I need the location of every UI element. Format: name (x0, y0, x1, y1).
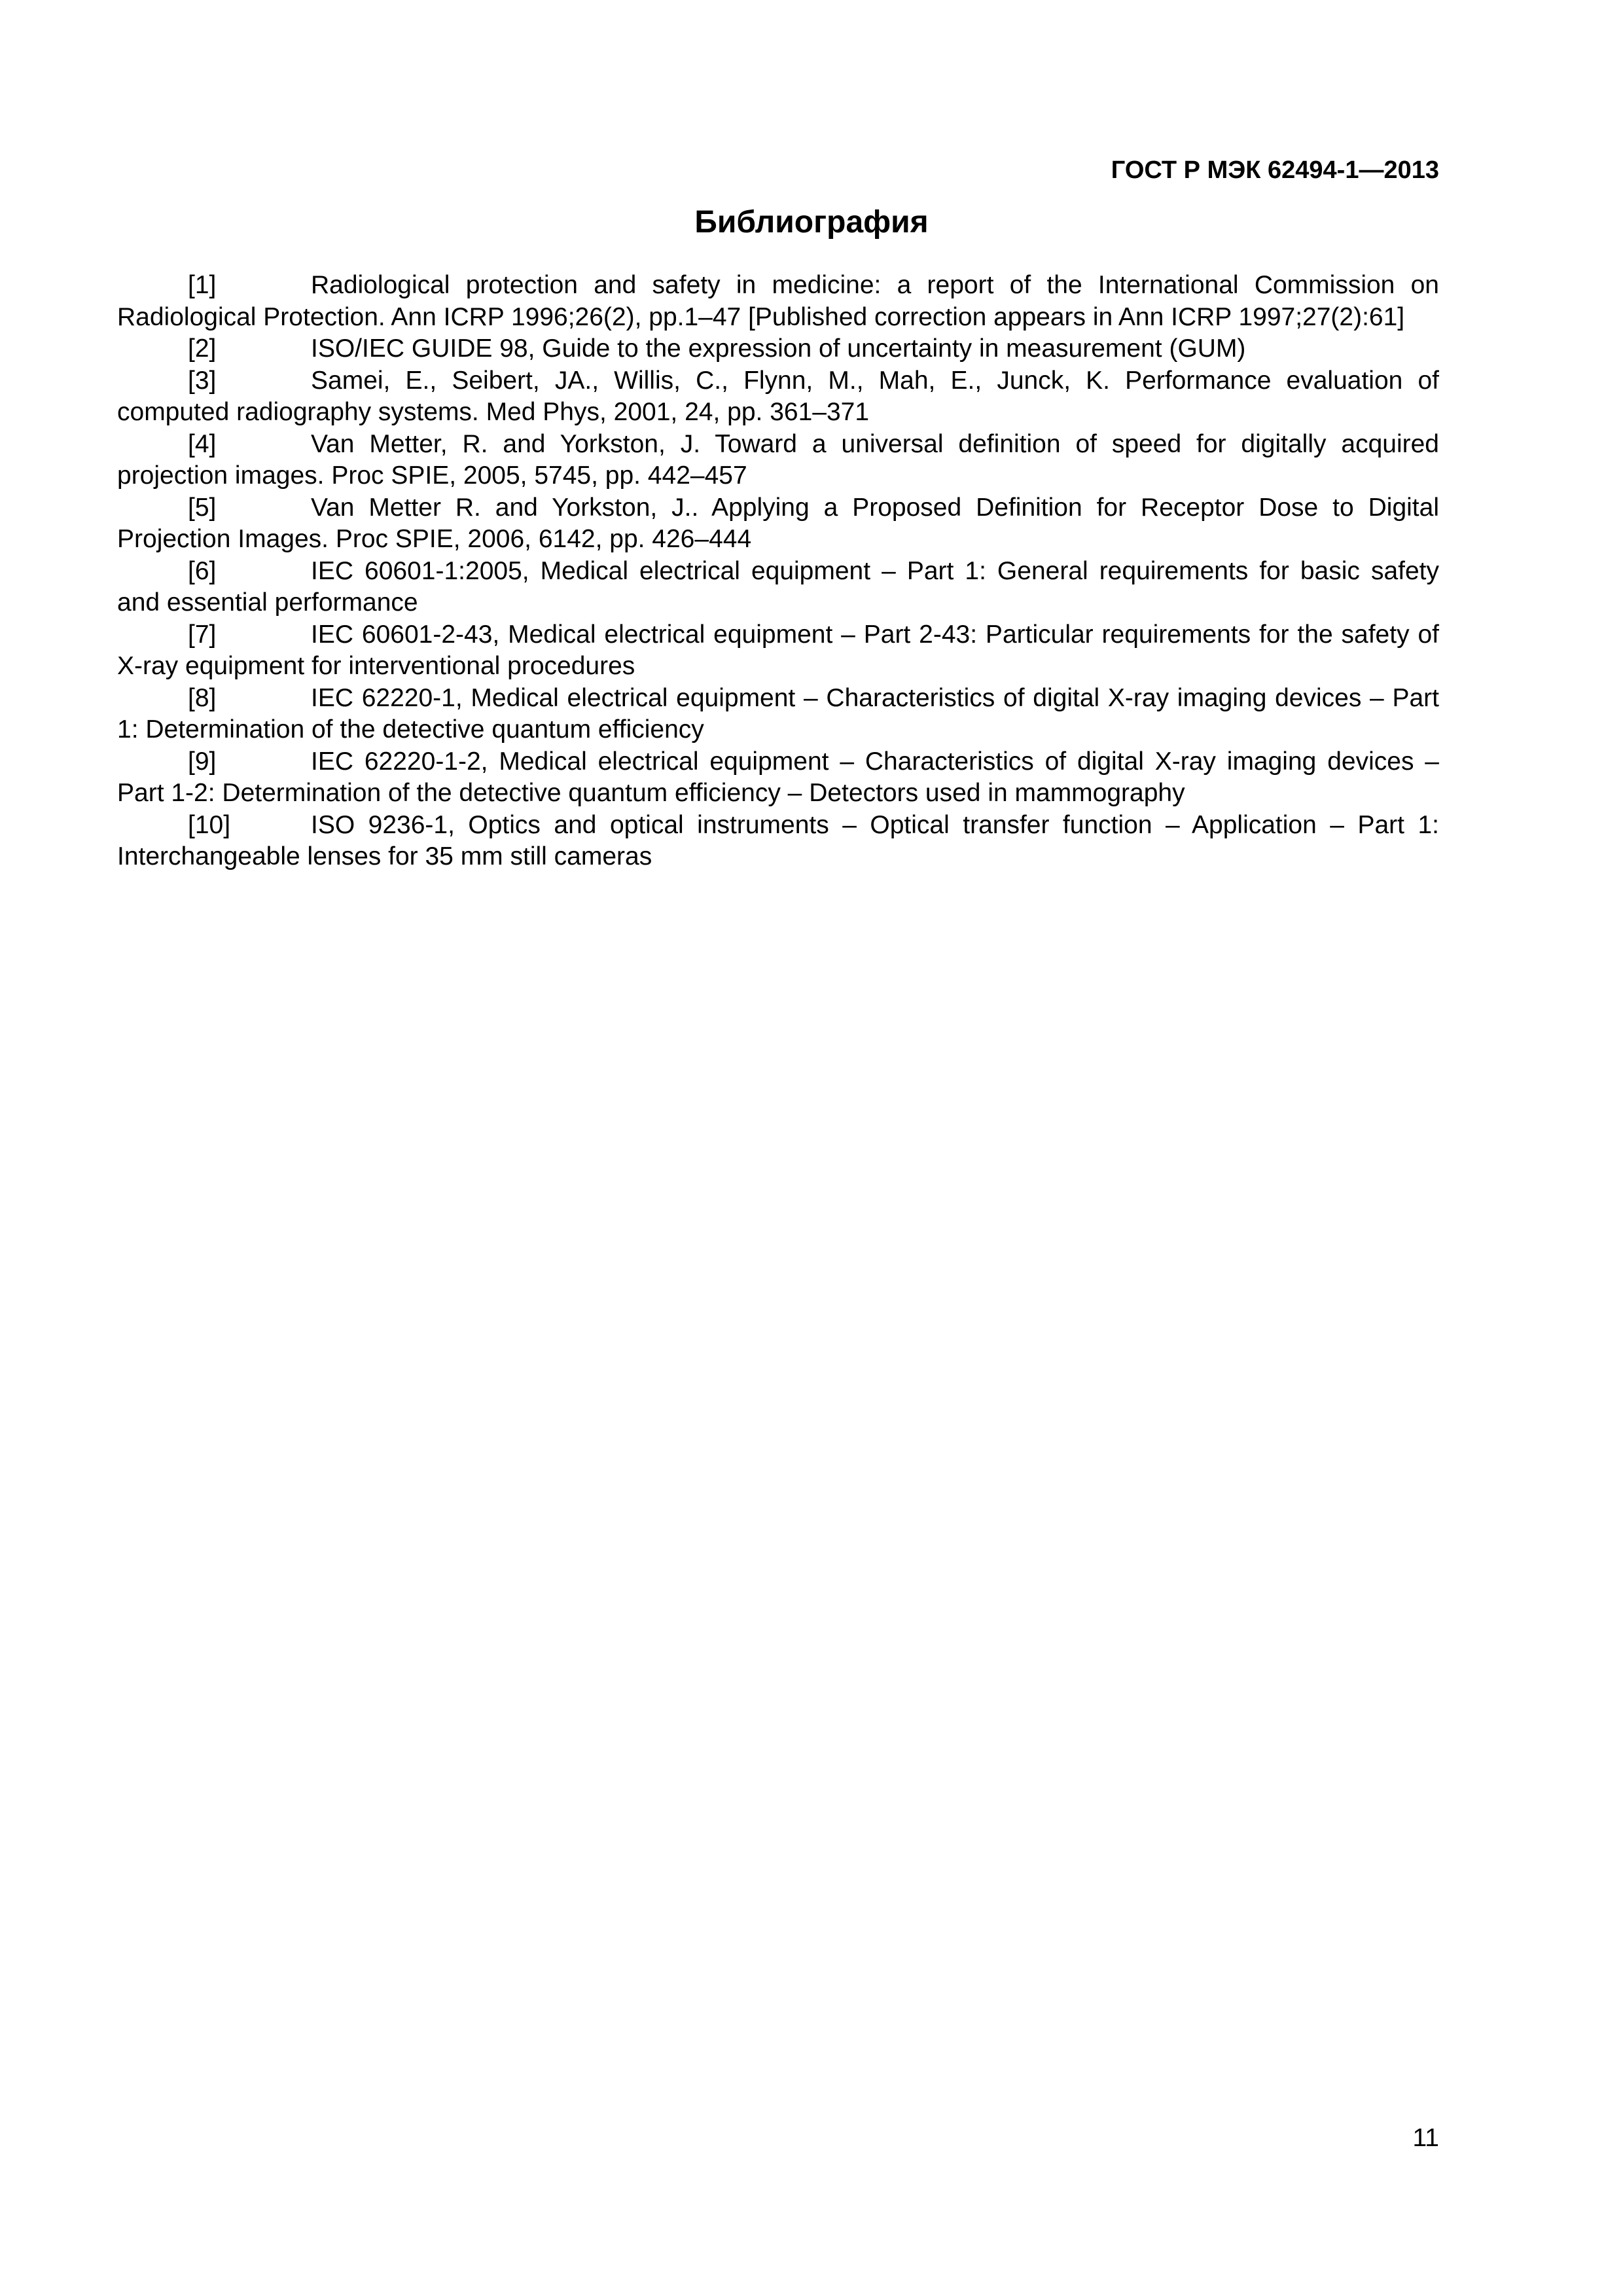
standard-code: ГОСТ Р МЭК 62494-1—2013 (1111, 156, 1439, 184)
reference-text: ISO/IEC GUIDE 98, Guide to the expression of uncertainty in measurement (GUM) (311, 334, 1246, 363)
reference-number: [1] (188, 271, 217, 299)
page-number: 11 (1412, 2124, 1439, 2152)
reference-text: Van Metter, R. and Yorkston, J. Toward a universal definition of speed for digitally acquired projection images. Proc SPIE, 2005, 5745, pp. 442–457 (117, 429, 1439, 490)
reference-7 (117, 619, 1439, 683)
reference-number: [3] (188, 366, 217, 395)
reference-8 (117, 683, 1439, 746)
bibliography-list (117, 270, 1439, 873)
reference-number: [5] (188, 493, 217, 522)
reference-5 (117, 492, 1439, 556)
reference-1 (117, 270, 1439, 333)
reference-3 (117, 365, 1439, 429)
reference-number: [7] (188, 620, 217, 649)
reference-number: [8] (188, 683, 217, 712)
reference-text: Radiological protection and safety in medicine: a report of the International Commission on Radiological Protection. Ann ICRP 1996;26(2), pp.1–47 [Published correction appears in Ann ICRP 1997;27(2):61] (117, 271, 1439, 331)
reference-text: ISO 9236-1, Optics and optical instruments – Optical transfer function – Application – Part 1: Interchangeable lenses for 35 mm still cameras (117, 810, 1439, 870)
reference-2 (117, 333, 1439, 365)
reference-number: [9] (188, 747, 217, 776)
reference-text: Van Metter R. and Yorkston, J.. Applying a Proposed Definition for Receptor Dose to Digital Projection Images. Proc SPIE, 2006, 6142, pp. 426–444 (117, 493, 1439, 553)
reference-10 (117, 810, 1439, 873)
reference-text: IEC 60601-1:2005, Medical electrical equipment – Part 1: General requirements for basic safety and essential performance (117, 556, 1439, 617)
reference-9 (117, 746, 1439, 810)
reference-text: Samei, E., Seibert, JA., Willis, C., Flynn, M., Mah, E., Junck, K. Performance evaluation of computed radiography systems. Med Phys, 2001, 24, pp. 361–371 (117, 366, 1439, 426)
reference-number: [4] (188, 429, 217, 458)
page-title: Библиография (694, 205, 929, 240)
reference-text: IEC 62220-1, Medical electrical equipment – Characteristics of digital X-ray imaging devices – Part 1: Determination of the detective quantum efficiency (117, 683, 1439, 744)
reference-6 (117, 556, 1439, 619)
reference-text: IEC 62220-1-2, Medical electrical equipment – Characteristics of digital X-ray imaging devices – Part 1-2: Determination of the detective quantum efficiency – Detectors used in mammography (117, 747, 1439, 807)
reference-4 (117, 429, 1439, 492)
reference-number: [6] (188, 556, 217, 585)
reference-text: IEC 60601-2-43, Medical electrical equipment – Part 2-43: Particular requirements for the safety of X-ray equipment for interventional procedures (117, 620, 1439, 680)
reference-number: [10] (188, 810, 231, 839)
reference-number: [2] (188, 334, 217, 363)
